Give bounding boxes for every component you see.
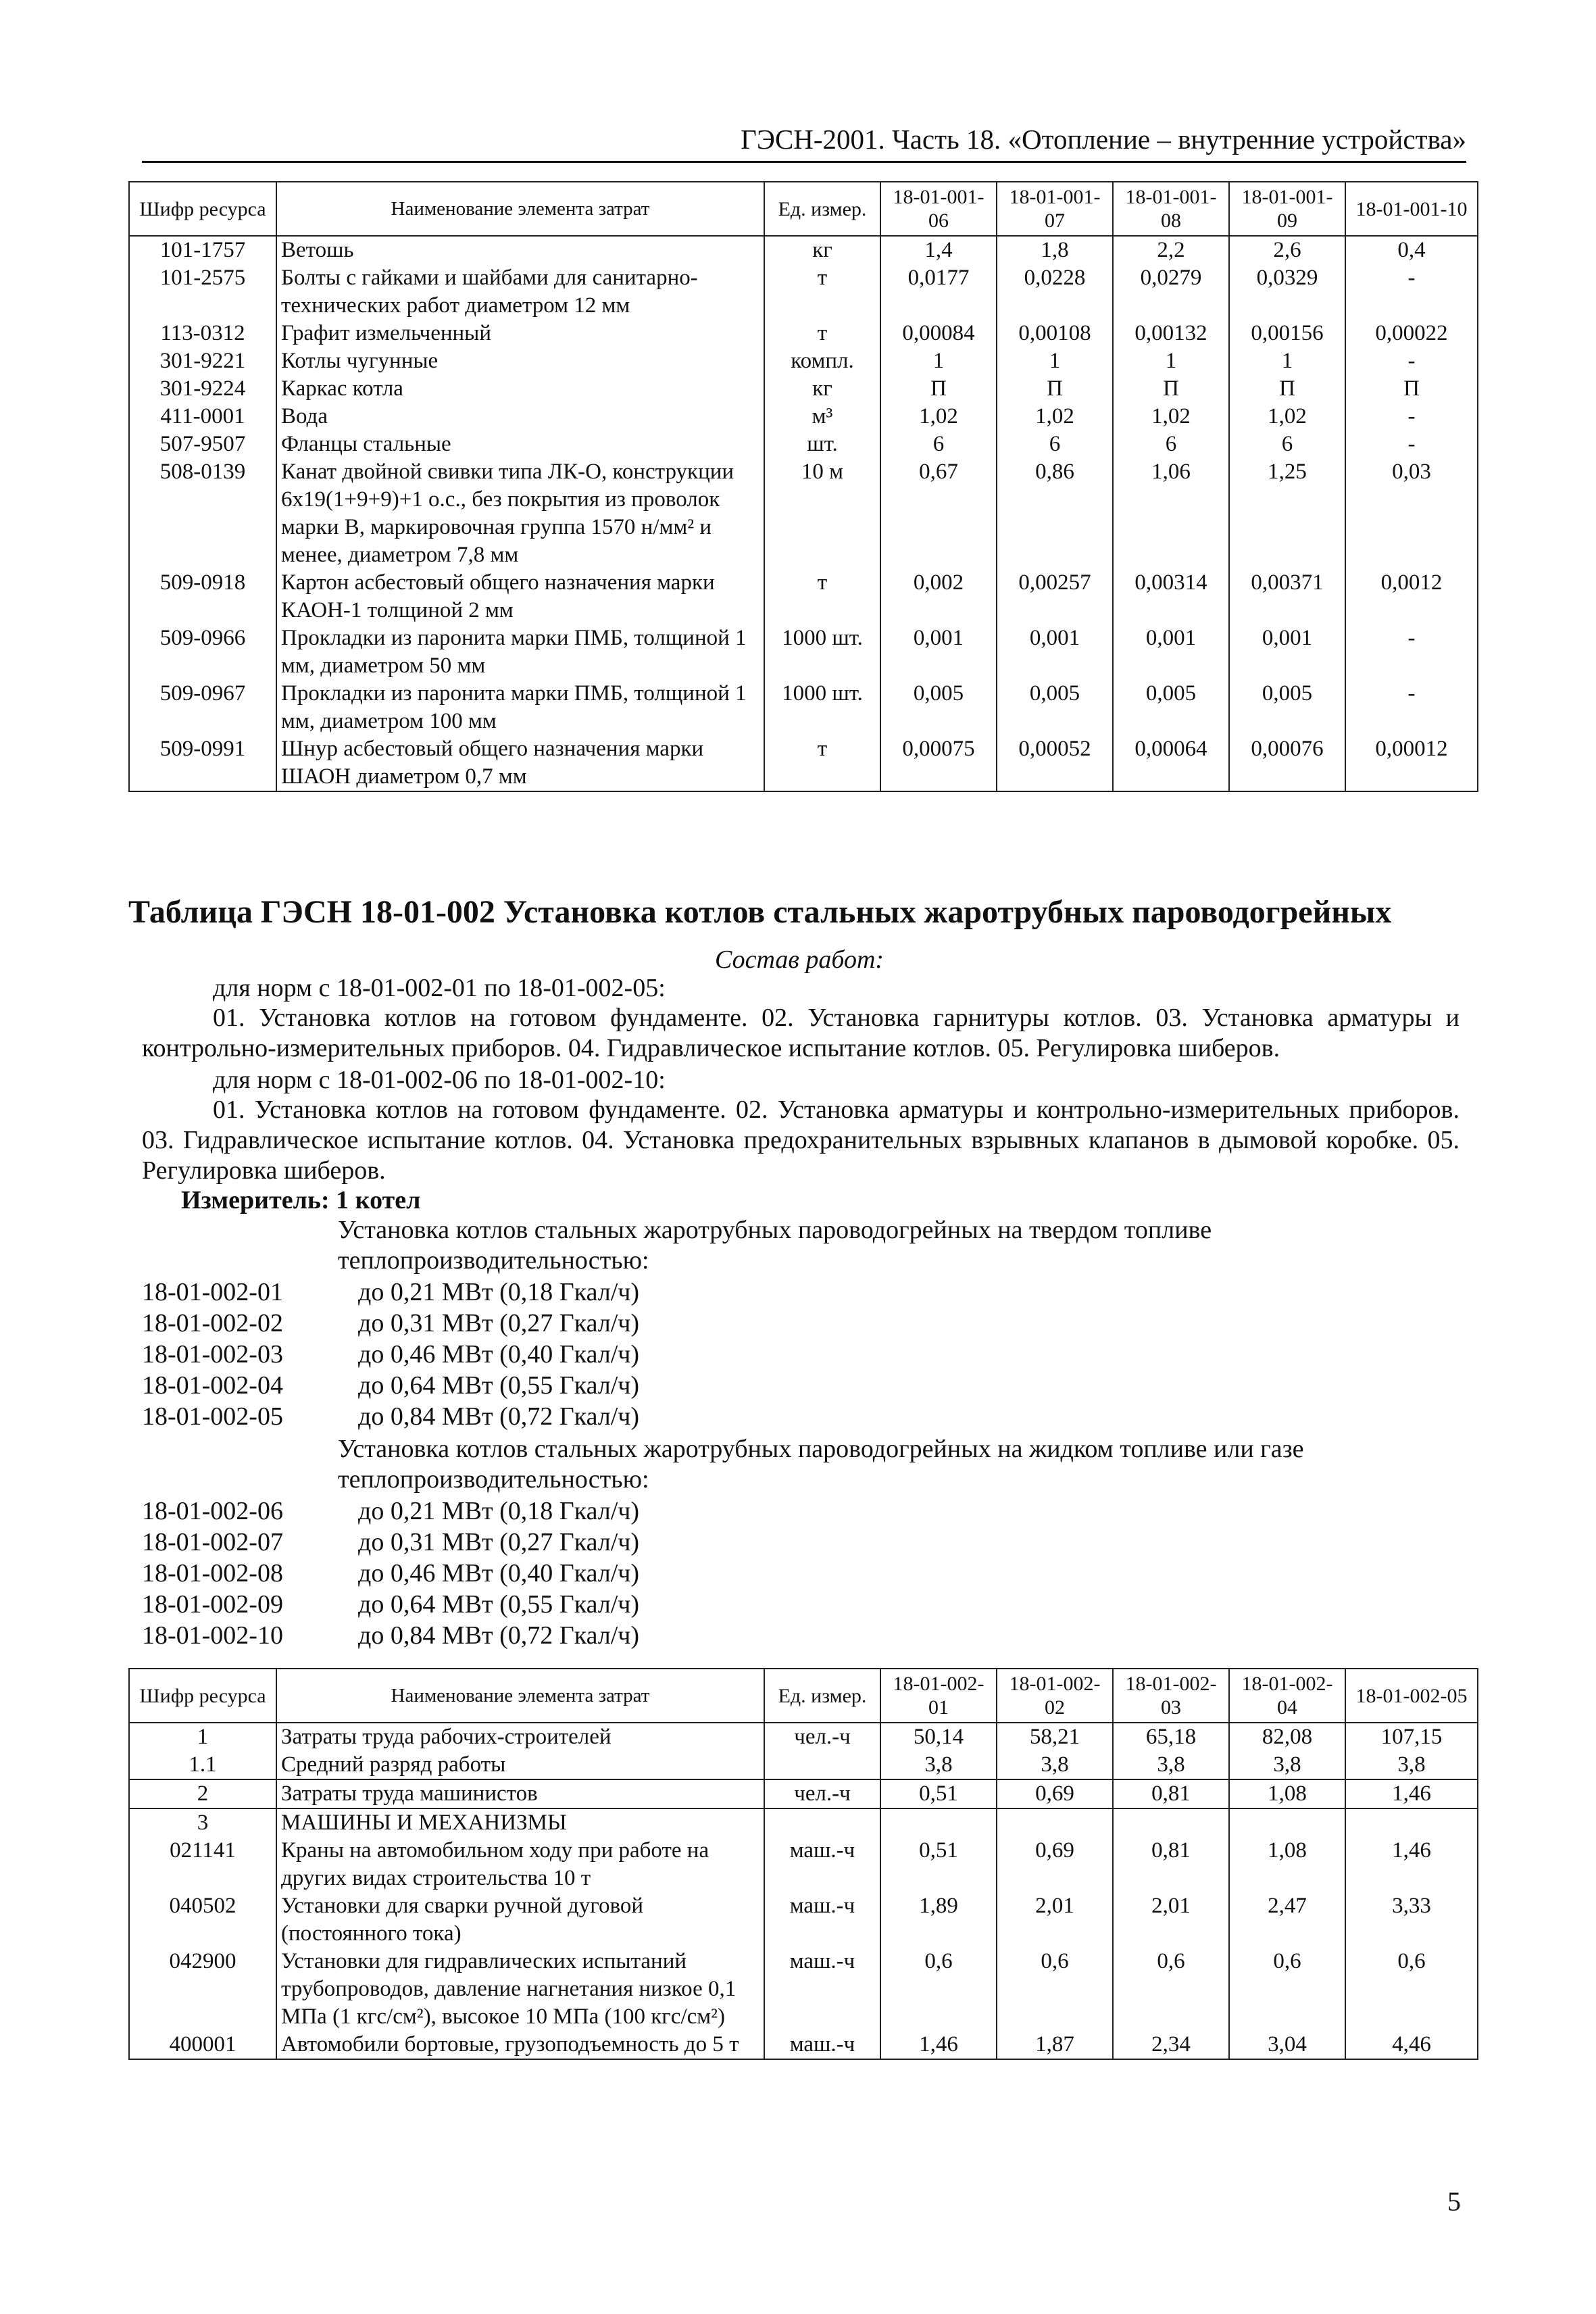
page-header-title: ГЭСН-2001. Часть 18. «Отопление – внутренние устройства» xyxy=(741,124,1466,155)
cell-value: - xyxy=(1345,264,1478,320)
cell-value: 0,00075 xyxy=(880,735,997,791)
norm-code: 18-01-002-07 xyxy=(142,1528,283,1556)
header-col: 18-01-002-02 xyxy=(997,1669,1113,1723)
cell-value: 0,00156 xyxy=(1229,320,1345,347)
table-header-row xyxy=(129,182,1478,236)
cell-value: П xyxy=(1229,375,1345,403)
cell-unit: компл. xyxy=(764,347,880,375)
table-row xyxy=(129,680,1478,735)
cell-unit: шт. xyxy=(764,430,880,458)
norm-row xyxy=(142,1527,639,1558)
norm-description: до 0,64 МВт (0,55 Гкал/ч) xyxy=(358,1590,640,1619)
cell-value: 0,00371 xyxy=(1229,569,1345,624)
cell-value: 0,0329 xyxy=(1229,264,1345,320)
cell-value: 1,02 xyxy=(997,403,1113,430)
cell-name: МАШИНЫ И МЕХАНИЗМЫ xyxy=(276,1808,764,1837)
cell-value: 1 xyxy=(997,347,1113,375)
table-row xyxy=(129,458,1478,569)
group1-label: для норм с 18-01-002-01 по 18-01-002-05: xyxy=(213,974,666,1002)
cell-value xyxy=(880,1808,997,1837)
cell-name: Фланцы стальные xyxy=(276,430,764,458)
cell-value: П xyxy=(1113,375,1229,403)
header-unit: Ед. измер. xyxy=(764,182,880,236)
norm-description: до 0,46 МВт (0,40 Гкал/ч) xyxy=(358,1340,640,1369)
cell-code: 508-0139 xyxy=(129,458,276,569)
cell-name: Графит измельченный xyxy=(276,320,764,347)
table-row xyxy=(129,1779,1478,1808)
cell-code: 411-0001 xyxy=(129,403,276,430)
cell-code: 509-0918 xyxy=(129,569,276,624)
table-row xyxy=(129,236,1478,264)
cell-value: 1 xyxy=(880,347,997,375)
cell-value: 0,005 xyxy=(1229,680,1345,735)
cell-value: 1,02 xyxy=(1229,403,1345,430)
cell-code: 507-9507 xyxy=(129,430,276,458)
norm-code: 18-01-002-10 xyxy=(142,1621,283,1650)
norm-row xyxy=(142,1308,639,1339)
cell-name: Установки для гидравлических испытаний трубопроводов, давление нагнетания низкое 0,1 МПа (1 кгс/см²), высокое 10 МПа (100 кгс/см²) xyxy=(276,1948,764,2031)
header-col: 18-01-002-03 xyxy=(1113,1669,1229,1723)
cell-code: 101-1757 xyxy=(129,236,276,264)
cell-value: - xyxy=(1345,403,1478,430)
cell-code: 3 xyxy=(129,1808,276,1837)
header-col: 18-01-001-07 xyxy=(997,182,1113,236)
table-row xyxy=(129,347,1478,375)
cell-name: Прокладки из паронита марки ПМБ, толщиной 1 мм, диаметром 50 мм xyxy=(276,624,764,680)
norm-description: до 0,84 МВт (0,72 Гкал/ч) xyxy=(358,1621,640,1650)
cell-value: - xyxy=(1345,624,1478,680)
norm-row xyxy=(142,1339,639,1370)
cell-value: 0,005 xyxy=(1113,680,1229,735)
cell-value: 6 xyxy=(880,430,997,458)
cell-value xyxy=(997,1808,1113,1837)
norm-code: 18-01-002-04 xyxy=(142,1371,283,1400)
cell-name: Каркас котла xyxy=(276,375,764,403)
norm-code: 18-01-002-01 xyxy=(142,1278,283,1306)
cell-value xyxy=(1229,1808,1345,1837)
norm-row xyxy=(142,1558,639,1589)
norm-row xyxy=(142,1496,639,1527)
cell-name: Прокладки из паронита марки ПМБ, толщиной 1 мм, диаметром 100 мм xyxy=(276,680,764,735)
cell-name: Затраты труда машинистов xyxy=(276,1779,764,1808)
cell-value: 1,25 xyxy=(1229,458,1345,569)
cell-value: 1,02 xyxy=(1113,403,1229,430)
cell-value: 3,33 xyxy=(1345,1892,1478,1948)
cell-name: Канат двойной свивки типа ЛК-О, конструкции 6х19(1+9+9)+1 о.с., без покрытия из проволок марки В, маркировочная группа 1570 н/мм² и менее, диаметром 7,8 мм xyxy=(276,458,764,569)
cell-value: 1,08 xyxy=(1229,1779,1345,1808)
cell-unit: маш.-ч xyxy=(764,2031,880,2059)
norm-description: до 0,21 МВт (0,18 Гкал/ч) xyxy=(358,1497,640,1525)
norm-row xyxy=(142,1277,639,1308)
table-row xyxy=(129,430,1478,458)
norm-code: 18-01-002-08 xyxy=(142,1559,283,1587)
cell-name: Вода xyxy=(276,403,764,430)
table-row xyxy=(129,624,1478,680)
cell-unit xyxy=(764,1808,880,1837)
cell-value: 0,0279 xyxy=(1113,264,1229,320)
table-row xyxy=(129,1808,1478,1837)
cell-value: 3,8 xyxy=(1113,1751,1229,1779)
cell-unit: чел.-ч xyxy=(764,1723,880,1751)
cell-code: 509-0966 xyxy=(129,624,276,680)
cell-name: Котлы чугунные xyxy=(276,347,764,375)
cell-value: 1,46 xyxy=(880,2031,997,2059)
cell-value: 0,6 xyxy=(1229,1948,1345,2031)
table-row xyxy=(129,403,1478,430)
norm-row xyxy=(142,1371,639,1401)
cell-value: 50,14 xyxy=(880,1723,997,1751)
cell-value: 0,6 xyxy=(880,1948,997,2031)
cell-unit: т xyxy=(764,320,880,347)
cell-value: 0,002 xyxy=(880,569,997,624)
header-col: 18-01-001-08 xyxy=(1113,182,1229,236)
table-row xyxy=(129,735,1478,791)
cell-value: 0,6 xyxy=(1113,1948,1229,2031)
header-code: Шифр ресурса xyxy=(129,1669,276,1723)
norm-code: 18-01-002-09 xyxy=(142,1590,283,1619)
cell-value: 0,69 xyxy=(997,1837,1113,1892)
cell-value: 1,02 xyxy=(880,403,997,430)
header-name: Наименование элемента затрат xyxy=(276,1669,764,1723)
cell-value: 0,6 xyxy=(997,1948,1113,2031)
cell-value: 4,46 xyxy=(1345,2031,1478,2059)
table-row xyxy=(129,1723,1478,1751)
cell-value: - xyxy=(1345,680,1478,735)
resources-table-001 xyxy=(128,181,1478,792)
table-row xyxy=(129,1751,1478,1779)
cell-value xyxy=(1345,1808,1478,1837)
norm-description: до 0,84 МВт (0,72 Гкал/ч) xyxy=(358,1402,640,1431)
cell-unit: 10 м xyxy=(764,458,880,569)
cell-value: 1,08 xyxy=(1229,1837,1345,1892)
norm-description: до 0,46 МВт (0,40 Гкал/ч) xyxy=(358,1559,640,1587)
cell-value: 0,51 xyxy=(880,1779,997,1808)
cell-value: 1,8 xyxy=(997,236,1113,264)
composition-label: Состав работ: xyxy=(715,945,884,974)
cell-name: Краны на автомобильном ходу при работе на других видах строительства 10 т xyxy=(276,1837,764,1892)
cell-name: Автомобили бортовые, грузоподъемность до 5 т xyxy=(276,2031,764,2059)
cell-code: 113-0312 xyxy=(129,320,276,347)
cell-unit xyxy=(764,1751,880,1779)
cell-name: Болты с гайками и шайбами для санитарно-технических работ диаметром 12 мм xyxy=(276,264,764,320)
cell-value: 0,00108 xyxy=(997,320,1113,347)
cell-value: 0,81 xyxy=(1113,1837,1229,1892)
cell-value: 0,0228 xyxy=(997,264,1113,320)
cell-value: 0,69 xyxy=(997,1779,1113,1808)
meter-label: Измеритель: 1 котел xyxy=(181,1186,421,1214)
norm-row xyxy=(142,1590,639,1620)
cell-value: 0,81 xyxy=(1113,1779,1229,1808)
cell-value: 0,001 xyxy=(880,624,997,680)
norm-row xyxy=(142,1621,639,1651)
cell-value: 1,4 xyxy=(880,236,997,264)
cell-name: Установки для сварки ручной дуговой (постоянного тока) xyxy=(276,1892,764,1948)
table-row xyxy=(129,264,1478,320)
cell-value: 0,03 xyxy=(1345,458,1478,569)
cell-value: 3,8 xyxy=(880,1751,997,1779)
cell-value: 2,6 xyxy=(1229,236,1345,264)
cell-unit: маш.-ч xyxy=(764,1892,880,1948)
cell-value: 0,4 xyxy=(1345,236,1478,264)
cell-code: 509-0967 xyxy=(129,680,276,735)
norm-code: 18-01-002-05 xyxy=(142,1402,283,1431)
cell-value: - xyxy=(1345,430,1478,458)
norm-description: до 0,31 МВт (0,27 Гкал/ч) xyxy=(358,1309,640,1337)
table-row xyxy=(129,375,1478,403)
table-row xyxy=(129,320,1478,347)
cell-code: 1.1 xyxy=(129,1751,276,1779)
cell-value: 0,0177 xyxy=(880,264,997,320)
cell-unit: кг xyxy=(764,236,880,264)
cell-code: 301-9221 xyxy=(129,347,276,375)
cell-code: 2 xyxy=(129,1779,276,1808)
cell-unit: м³ xyxy=(764,403,880,430)
cell-value: П xyxy=(880,375,997,403)
cell-value: 6 xyxy=(997,430,1113,458)
cell-value: 0,67 xyxy=(880,458,997,569)
cell-unit: маш.-ч xyxy=(764,1948,880,2031)
header-col: 18-01-001-09 xyxy=(1229,182,1345,236)
cell-code: 042900 xyxy=(129,1948,276,2031)
norm-code: 18-01-002-02 xyxy=(142,1309,283,1337)
header-col: 18-01-002-04 xyxy=(1229,1669,1345,1723)
header-name: Наименование элемента затрат xyxy=(276,182,764,236)
cell-value: 6 xyxy=(1113,430,1229,458)
header-rule xyxy=(142,161,1466,163)
norm-description: до 0,31 МВт (0,27 Гкал/ч) xyxy=(358,1528,640,1556)
cell-value: 2,34 xyxy=(1113,2031,1229,2059)
cell-value: 3,04 xyxy=(1229,2031,1345,2059)
cell-unit: кг xyxy=(764,375,880,403)
header-col: 18-01-001-10 xyxy=(1345,182,1478,236)
cell-value: 0,001 xyxy=(1113,624,1229,680)
norm-code: 18-01-002-06 xyxy=(142,1497,283,1525)
cell-value: П xyxy=(997,375,1113,403)
variant2-title: Установка котлов стальных жаротрубных пароводогрейных на жидком топливе или газе теплопроизводительностью: xyxy=(338,1435,1304,1494)
cell-code: 301-9224 xyxy=(129,375,276,403)
cell-name: Шнур асбестовый общего назначения марки ШАОН диаметром 0,7 мм xyxy=(276,735,764,791)
section-title: Таблица ГЭСН 18-01-002 Установка котлов стальных жаротрубных пароводогрейных xyxy=(128,894,1392,930)
cell-code: 101-2575 xyxy=(129,264,276,320)
page-number: 5 xyxy=(1447,2186,1461,2217)
cell-code: 1 xyxy=(129,1723,276,1751)
cell-value: 1 xyxy=(1229,347,1345,375)
cell-value: 1,06 xyxy=(1113,458,1229,569)
cell-value: 1,46 xyxy=(1345,1837,1478,1892)
cell-value: 0,00012 xyxy=(1345,735,1478,791)
cell-code: 021141 xyxy=(129,1837,276,1892)
cell-code: 400001 xyxy=(129,2031,276,2059)
cell-value: 2,01 xyxy=(997,1892,1113,1948)
table-row xyxy=(129,1948,1478,2031)
table-header-row xyxy=(129,1669,1478,1723)
header-unit: Ед. измер. xyxy=(764,1669,880,1723)
cell-value: 0,005 xyxy=(880,680,997,735)
group2-label: для норм с 18-01-002-06 по 18-01-002-10: xyxy=(213,1066,666,1094)
cell-unit: т xyxy=(764,264,880,320)
cell-value: 107,15 xyxy=(1345,1723,1478,1751)
header-col: 18-01-002-01 xyxy=(880,1669,997,1723)
cell-value xyxy=(1113,1808,1229,1837)
cell-unit: т xyxy=(764,569,880,624)
group1-text: 01. Установка котлов на готовом фундаменте. 02. Установка гарнитуры котлов. 03. Установка арматуры и контрольно-измерительных приборов. 04. Гидравлическое испытание котлов. 05. Регулировка шиберов. xyxy=(142,1004,1460,1062)
table-row xyxy=(129,2031,1478,2059)
cell-unit: чел.-ч xyxy=(764,1779,880,1808)
cell-value: 3,8 xyxy=(1229,1751,1345,1779)
cell-value: 1,87 xyxy=(997,2031,1113,2059)
cell-value: 0,00022 xyxy=(1345,320,1478,347)
cell-value: 2,01 xyxy=(1113,1892,1229,1948)
cell-value: 1 xyxy=(1113,347,1229,375)
cell-value: 58,21 xyxy=(997,1723,1113,1751)
cell-name: Ветошь xyxy=(276,236,764,264)
norm-description: до 0,21 МВт (0,18 Гкал/ч) xyxy=(358,1278,640,1306)
table-row xyxy=(129,569,1478,624)
header-col: 18-01-002-05 xyxy=(1345,1669,1478,1723)
cell-value: П xyxy=(1345,375,1478,403)
cell-unit: 1000 шт. xyxy=(764,624,880,680)
cell-value: 82,08 xyxy=(1229,1723,1345,1751)
norm-code: 18-01-002-03 xyxy=(142,1340,283,1369)
variant1-title: Установка котлов стальных жаротрубных пароводогрейных на твердом топливе теплопроизводительностью: xyxy=(338,1216,1212,1275)
cell-value: 0,6 xyxy=(1345,1948,1478,2031)
group2-text: 01. Установка котлов на готовом фундаменте. 02. Установка арматуры и контрольно-измерительных приборов. 03. Гидравлическое испытание котлов. 04. Установка предохранительных взрывных клапанов в дымовой коробке. 05. Регулировка шиберов. xyxy=(142,1096,1460,1185)
cell-value: 0,0012 xyxy=(1345,569,1478,624)
cell-code: 509-0991 xyxy=(129,735,276,791)
cell-value: 0,005 xyxy=(997,680,1113,735)
cell-unit: маш.-ч xyxy=(764,1837,880,1892)
cell-value: 0,00084 xyxy=(880,320,997,347)
cell-value: 1,89 xyxy=(880,1892,997,1948)
cell-value: 2,2 xyxy=(1113,236,1229,264)
header-col: 18-01-001-06 xyxy=(880,182,997,236)
cell-name: Средний разряд работы xyxy=(276,1751,764,1779)
cell-name: Затраты труда рабочих-строителей xyxy=(276,1723,764,1751)
cell-value: 1,46 xyxy=(1345,1779,1478,1808)
cell-value: 6 xyxy=(1229,430,1345,458)
cell-value: 0,00064 xyxy=(1113,735,1229,791)
cell-unit: 1000 шт. xyxy=(764,680,880,735)
cell-value: - xyxy=(1345,347,1478,375)
cell-value: 0,51 xyxy=(880,1837,997,1892)
cell-value: 0,00314 xyxy=(1113,569,1229,624)
cell-unit: т xyxy=(764,735,880,791)
norm-row xyxy=(142,1402,639,1432)
cell-value: 0,001 xyxy=(997,624,1113,680)
table-row xyxy=(129,1837,1478,1892)
cell-value: 0,00132 xyxy=(1113,320,1229,347)
header-code: Шифр ресурса xyxy=(129,182,276,236)
cell-value: 3,8 xyxy=(1345,1751,1478,1779)
cell-value: 0,86 xyxy=(997,458,1113,569)
cell-value: 3,8 xyxy=(997,1751,1113,1779)
cell-value: 65,18 xyxy=(1113,1723,1229,1751)
table-row xyxy=(129,1892,1478,1948)
resources-table-002 xyxy=(128,1668,1478,2060)
cell-code: 040502 xyxy=(129,1892,276,1948)
cell-value: 2,47 xyxy=(1229,1892,1345,1948)
cell-value: 0,00052 xyxy=(997,735,1113,791)
cell-value: 0,001 xyxy=(1229,624,1345,680)
norm-description: до 0,64 МВт (0,55 Гкал/ч) xyxy=(358,1371,640,1400)
cell-name: Картон асбестовый общего назначения марки КАОН-1 толщиной 2 мм xyxy=(276,569,764,624)
cell-value: 0,00257 xyxy=(997,569,1113,624)
cell-value: 0,00076 xyxy=(1229,735,1345,791)
